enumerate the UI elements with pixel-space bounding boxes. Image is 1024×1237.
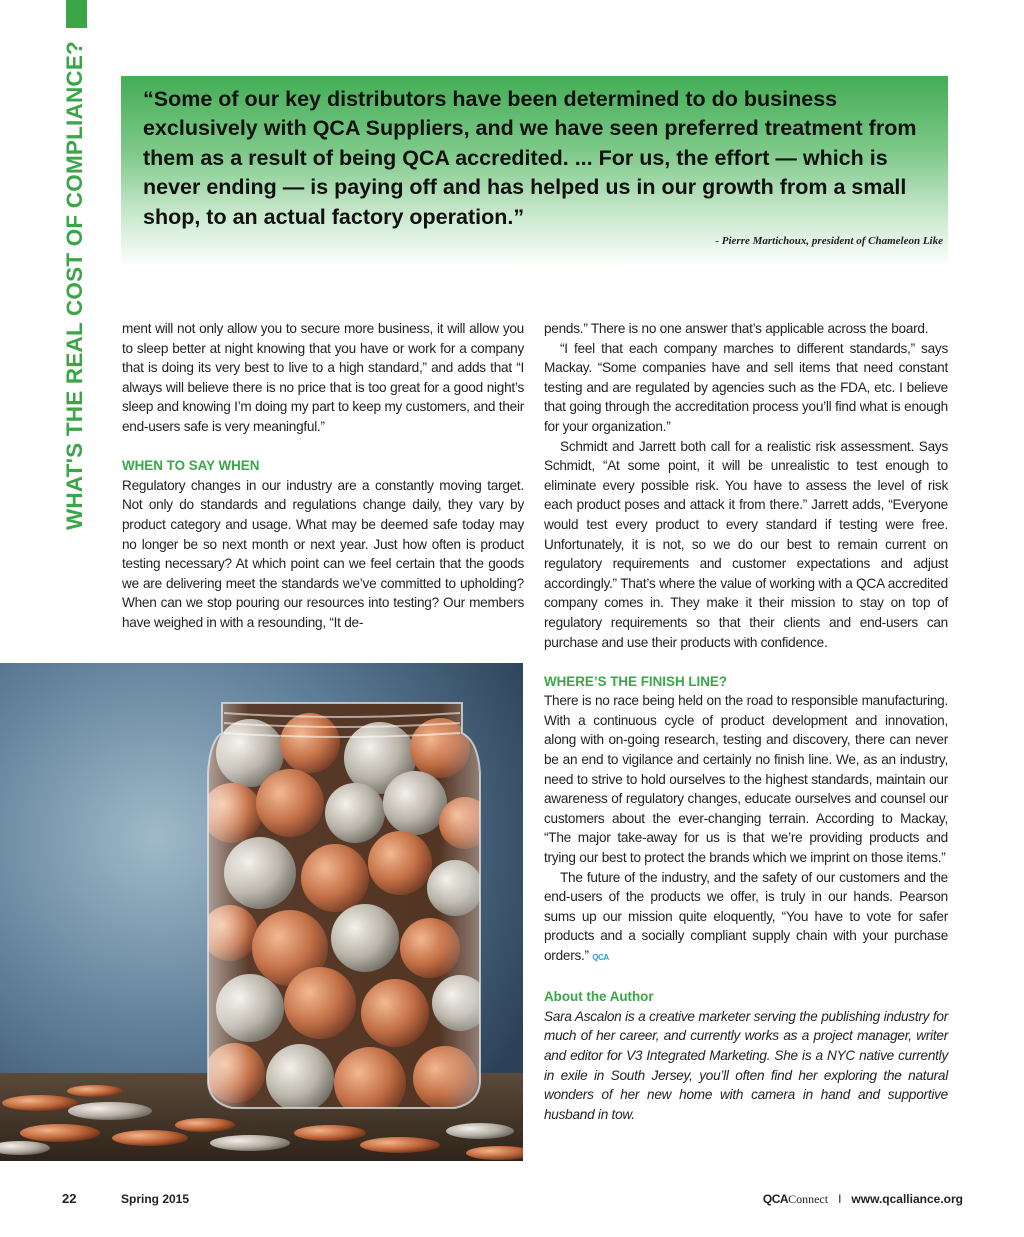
article-paragraph: [544, 868, 948, 968]
pull-quote-box: [121, 76, 948, 268]
article-paragraph: Schmidt and Jarrett both call for a realistic risk assessment. Says Schmidt, “At some point, it will be unrealistic to test enough to eliminate every possible risk. You have to assess the level of risk each product poses and attack it from there.” Jarrett adds, “Everyone would test every product to every standard if testing were free. Unfortunately, it is not, so we do our best to remain current on regulatory requirements and customer expectations and adjust accordingly.” That’s where the value of working with a QCA accredited company comes in. They make it their mission to stay on top of regulatory requirements so that their clients and end-users can purchase and use their products with confidence.: [544, 438, 948, 650]
glass-jar: [208, 703, 480, 1108]
article-paragraph: “I feel that each company marches to different standards,” says Mackay. “Some companies have and sell items that need constant testing and are regulated by agencies such as the FDA, etc. I believe that going through the accreditation process you’ll find what is enough for your organization.”: [544, 340, 948, 434]
pull-quote-attribution: - Pierre Martichoux, president of Chameleon Like: [715, 235, 943, 247]
about-author-text: Sara Ascalon is a creative marketer serving the publishing industry for much of her career, and currently works as a project manager, writer and editor for V3 Integrated Marketing. She is a NYC native currently in exile in South Jersey, you’ll often find her exploring the natural wonders of her new home with camera in hand and supportive husband in tow.: [544, 1008, 948, 1122]
connect-logo-text: Connect: [788, 1192, 829, 1206]
pull-quote-text: “Some of our key distributors have been determined to do business exclusively with QCA Suppliers, and we have seen preferred treatment from them as a result of being QCA accredited. ... For us, the effort — which is never ending — is paying off and has helped us in our growth from a small shop, to an actual factory operation.”: [143, 87, 917, 229]
page-number: 22: [62, 1191, 77, 1206]
footer-brand-line: [763, 1192, 963, 1207]
article-column-right: [544, 319, 948, 1124]
article-paragraph: pends.” There is no one answer that’s applicable across the board.: [544, 321, 929, 336]
website-link[interactable]: www.qcalliance.org: [851, 1192, 963, 1206]
footer-separator: I: [838, 1192, 842, 1206]
section-side-title: WHAT'S THE REAL COST OF COMPLIANCE?: [62, 40, 87, 530]
article-paragraph-text: The future of the industry, and the safety of our customers and the end-users of the products we offer, is truly in our hands. Pearson sums up our mission quite eloquently, “You have to vote for safer products and a socially compliant supply chain with your purchase orders.”: [544, 869, 948, 963]
article-paragraph: Regulatory changes in our industry are a constantly moving target. Not only do standards and regulations change daily, they vary by product category and usage. What may be deemed safe today may no longer be so next month or next year. Just how often is product testing necessary? At which point can we feel certain that the goods we are delivering meet the standards we’ve committed to upholding? When can we stop pouring our resources into testing? Our members have weighed in with a resounding, “It de-: [122, 477, 524, 630]
section-heading-when-to-say-when: WHEN TO SAY WHEN: [122, 458, 260, 474]
about-author-heading: About the Author: [544, 989, 654, 1005]
qca-logo-text: QCA: [762, 1192, 789, 1206]
qca-end-mark-icon: QCA: [592, 953, 609, 962]
section-tab-marker: [66, 0, 87, 28]
article-paragraph: There is no race being held on the road to responsible manufacturing. With a continuous cycle of product development and innovation, along with on-going research, testing and discovery, there can never be an end to vigilance and certainly no finish line. We, as an industry, need to strive to hold ourselves to the highest standards, maintain our awareness of regulatory changes, educate ourselves and counsel our customers about the ever-changing terrain. According to Mackay, “The major take-away for us is that we’re providing products and trying our best to protect the brands which we imprint on those items.”: [544, 693, 948, 866]
coin-jar-photo: [0, 663, 523, 1161]
section-heading-finish-line: WHERE’S THE FINISH LINE?: [544, 673, 728, 689]
issue-date: Spring 2015: [121, 1192, 190, 1206]
article-paragraph: ment will not only allow you to secure more business, it will allow you to sleep better at night knowing that you have or work for a company that is doing its very best to live to a high standard,” and adds that “I always will believe there is no price that is too great for a good night’s sleep and knowing I’m doing my part to keep my customers, and their end-users safe is very meaningful.”: [122, 321, 524, 434]
article-column-left: [122, 319, 524, 633]
